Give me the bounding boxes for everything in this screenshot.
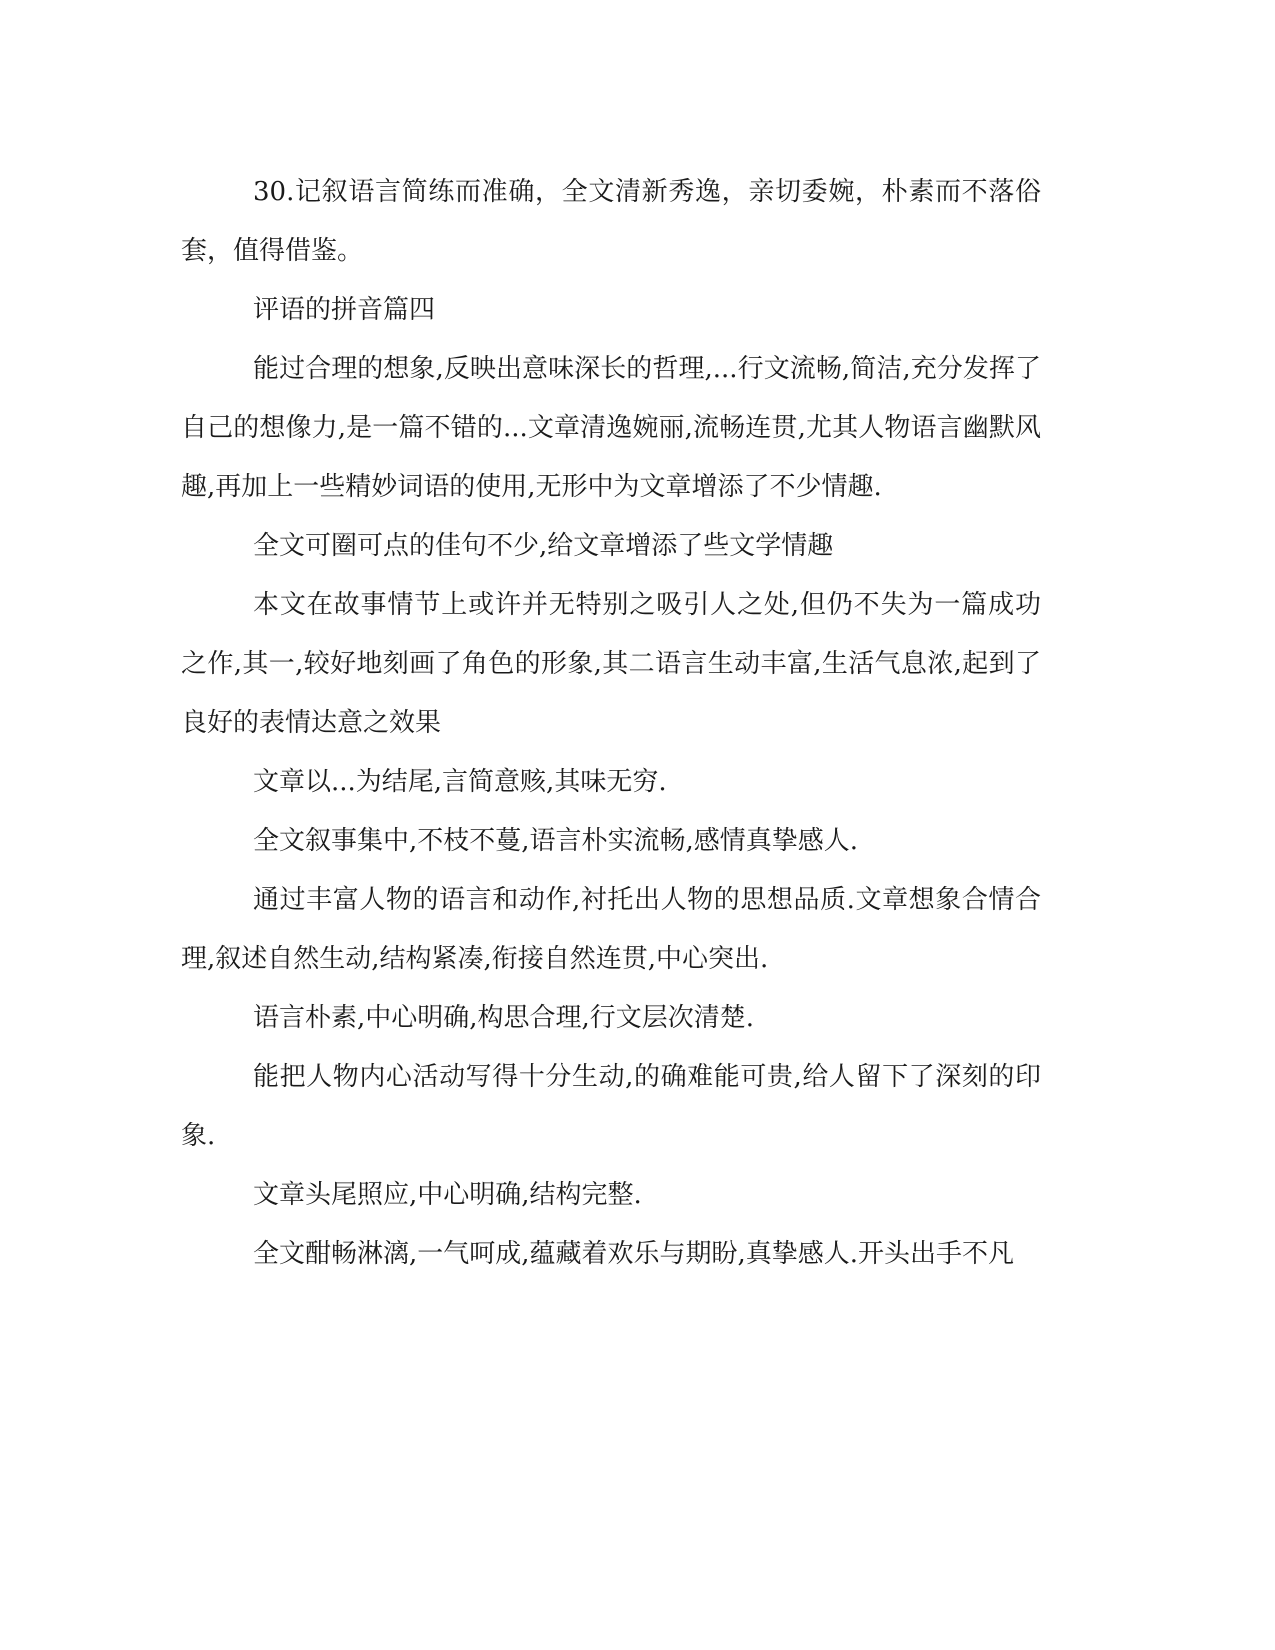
document-body xyxy=(181,163,1041,1284)
section-heading: 评语的拼音篇四 xyxy=(253,295,436,325)
paragraph: 全文可圈可点的佳句不少,给文章增添了些文学情趣 xyxy=(253,531,834,561)
paragraph: 全文叙事集中,不枝不蔓,语言朴实流畅,感情真挚感人. xyxy=(253,826,859,856)
paragraph: 能把人物内心活动写得十分生动,的确难能可贵,给人留下了深刻的印象. xyxy=(181,1062,1041,1151)
paragraph: 能过合理的想象,反映出意味深长的哲理,...行文流畅,简洁,充分发挥了自己的想像力,是一篇不错的...文章清逸婉丽,流畅连贯,尤其人物语言幽默风趣,再加上一些精妙词语的使用,无形中为文章增添了不少情趣. xyxy=(181,354,1041,502)
paragraph: 本文在故事情节上或许并无特别之吸引人之处,但仍不失为一篇成功之作,其一,较好地刻画了角色的形象,其二语言生动丰富,生活气息浓,起到了良好的表情达意之效果 xyxy=(181,590,1041,738)
paragraph: 文章以...为结尾,言简意赅,其味无穷. xyxy=(253,767,667,797)
paragraph: 语言朴素,中心明确,构思合理,行文层次清楚. xyxy=(253,1003,755,1033)
paragraph: 全文酣畅淋漓,一气呵成,蕴藏着欢乐与期盼,真挚感人.开头出手不凡 xyxy=(253,1239,1015,1269)
paragraph: 30.记叙语言简练而准确，全文清新秀逸，亲切委婉，朴素而不落俗套，值得借鉴。 xyxy=(181,177,1041,266)
paragraph: 通过丰富人物的语言和动作,衬托出人物的思想品质.文章想象合情合理,叙述自然生动,结构紧凑,衔接自然连贯,中心突出. xyxy=(181,885,1041,974)
paragraph: 文章头尾照应,中心明确,结构完整. xyxy=(253,1180,642,1210)
